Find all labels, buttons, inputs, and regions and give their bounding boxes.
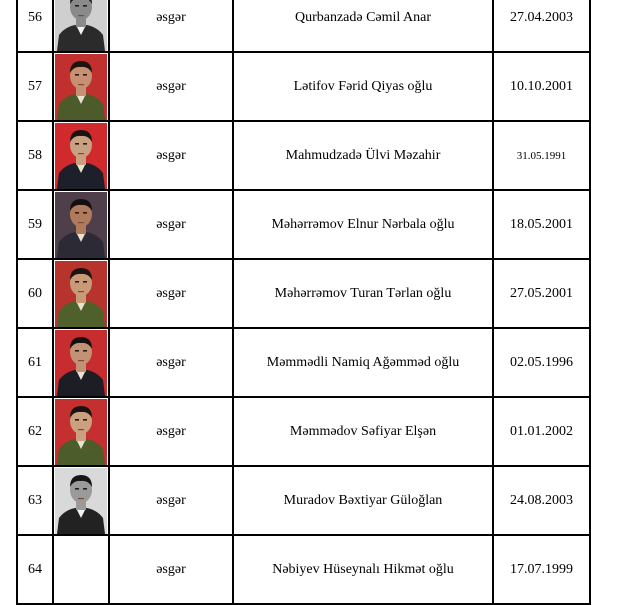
table-row: [17, 466, 590, 535]
row-number: 56: [17, 0, 53, 52]
row-number: 64: [17, 535, 53, 604]
portrait-cell: [53, 190, 109, 259]
portrait-photo: [55, 123, 107, 189]
table-body: [17, 0, 590, 604]
row-number: 58: [17, 121, 53, 190]
full-name-cell: Məhərrəmov Elnur Nərbala oğlu: [233, 190, 493, 259]
row-number: 57: [17, 52, 53, 121]
full-name-cell: Nəbiyev Hüseynalı Hikmət oğlu: [233, 535, 493, 604]
birth-date-cell: 10.10.2001: [493, 52, 590, 121]
portrait-cell: [53, 466, 109, 535]
table-row: [17, 190, 590, 259]
rank-cell: əsgər: [109, 121, 233, 190]
row-number: 59: [17, 190, 53, 259]
full-name-cell: Muradov Bəxtiyar Güloğlan: [233, 466, 493, 535]
portrait-cell: [53, 0, 109, 52]
rank-cell: əsgər: [109, 190, 233, 259]
birth-date-cell: 24.08.2003: [493, 466, 590, 535]
full-name-cell: Məmmədli Namiq Ağəmməd oğlu: [233, 328, 493, 397]
rank-cell: əsgər: [109, 535, 233, 604]
table-row: [17, 52, 590, 121]
portrait-cell: [53, 52, 109, 121]
table-row: [17, 328, 590, 397]
rank-cell: əsgər: [109, 0, 233, 52]
portrait-photo: [55, 54, 107, 120]
row-number: 60: [17, 259, 53, 328]
rank-cell: əsgər: [109, 52, 233, 121]
full-name-cell: Lətifov Fərid Qiyas oğlu: [233, 52, 493, 121]
full-name-cell: Qurbanzadə Cəmil Anar: [233, 0, 493, 52]
row-number: 63: [17, 466, 53, 535]
portrait-cell: [53, 121, 109, 190]
portrait-photo: [55, 192, 107, 258]
rank-cell: əsgər: [109, 466, 233, 535]
table-row: [17, 397, 590, 466]
row-number: 61: [17, 328, 53, 397]
rank-cell: əsgər: [109, 259, 233, 328]
fallen-soldiers-table: [16, 0, 591, 605]
portrait-photo: [55, 330, 107, 396]
portrait-cell: [53, 259, 109, 328]
portrait-cell: [53, 328, 109, 397]
rank-cell: əsgər: [109, 397, 233, 466]
birth-date-cell: 17.07.1999: [493, 535, 590, 604]
birth-date-cell: 18.05.2001: [493, 190, 590, 259]
birth-date-cell: 01.01.2002: [493, 397, 590, 466]
portrait-cell: [53, 397, 109, 466]
full-name-cell: Məmmədov Səfiyar Elşən: [233, 397, 493, 466]
portrait-photo: [55, 399, 107, 465]
birth-date-cell: 31.05.1991: [493, 121, 590, 190]
full-name-cell: Məhərrəmov Turan Tərlan oğlu: [233, 259, 493, 328]
table-row: [17, 535, 590, 604]
portrait-photo: [55, 468, 107, 534]
table-row: [17, 121, 590, 190]
row-number: 62: [17, 397, 53, 466]
birth-date-cell: 02.05.1996: [493, 328, 590, 397]
table-row: [17, 0, 590, 52]
full-name-cell: Mahmudzadə Ülvi Məzahir: [233, 121, 493, 190]
rank-cell: əsgər: [109, 328, 233, 397]
table-row: [17, 259, 590, 328]
birth-date-cell: 27.05.2001: [493, 259, 590, 328]
portrait-photo: [55, 0, 107, 51]
portrait-cell: [53, 535, 109, 604]
birth-date-cell: 27.04.2003: [493, 0, 590, 52]
portrait-photo: [55, 261, 107, 327]
